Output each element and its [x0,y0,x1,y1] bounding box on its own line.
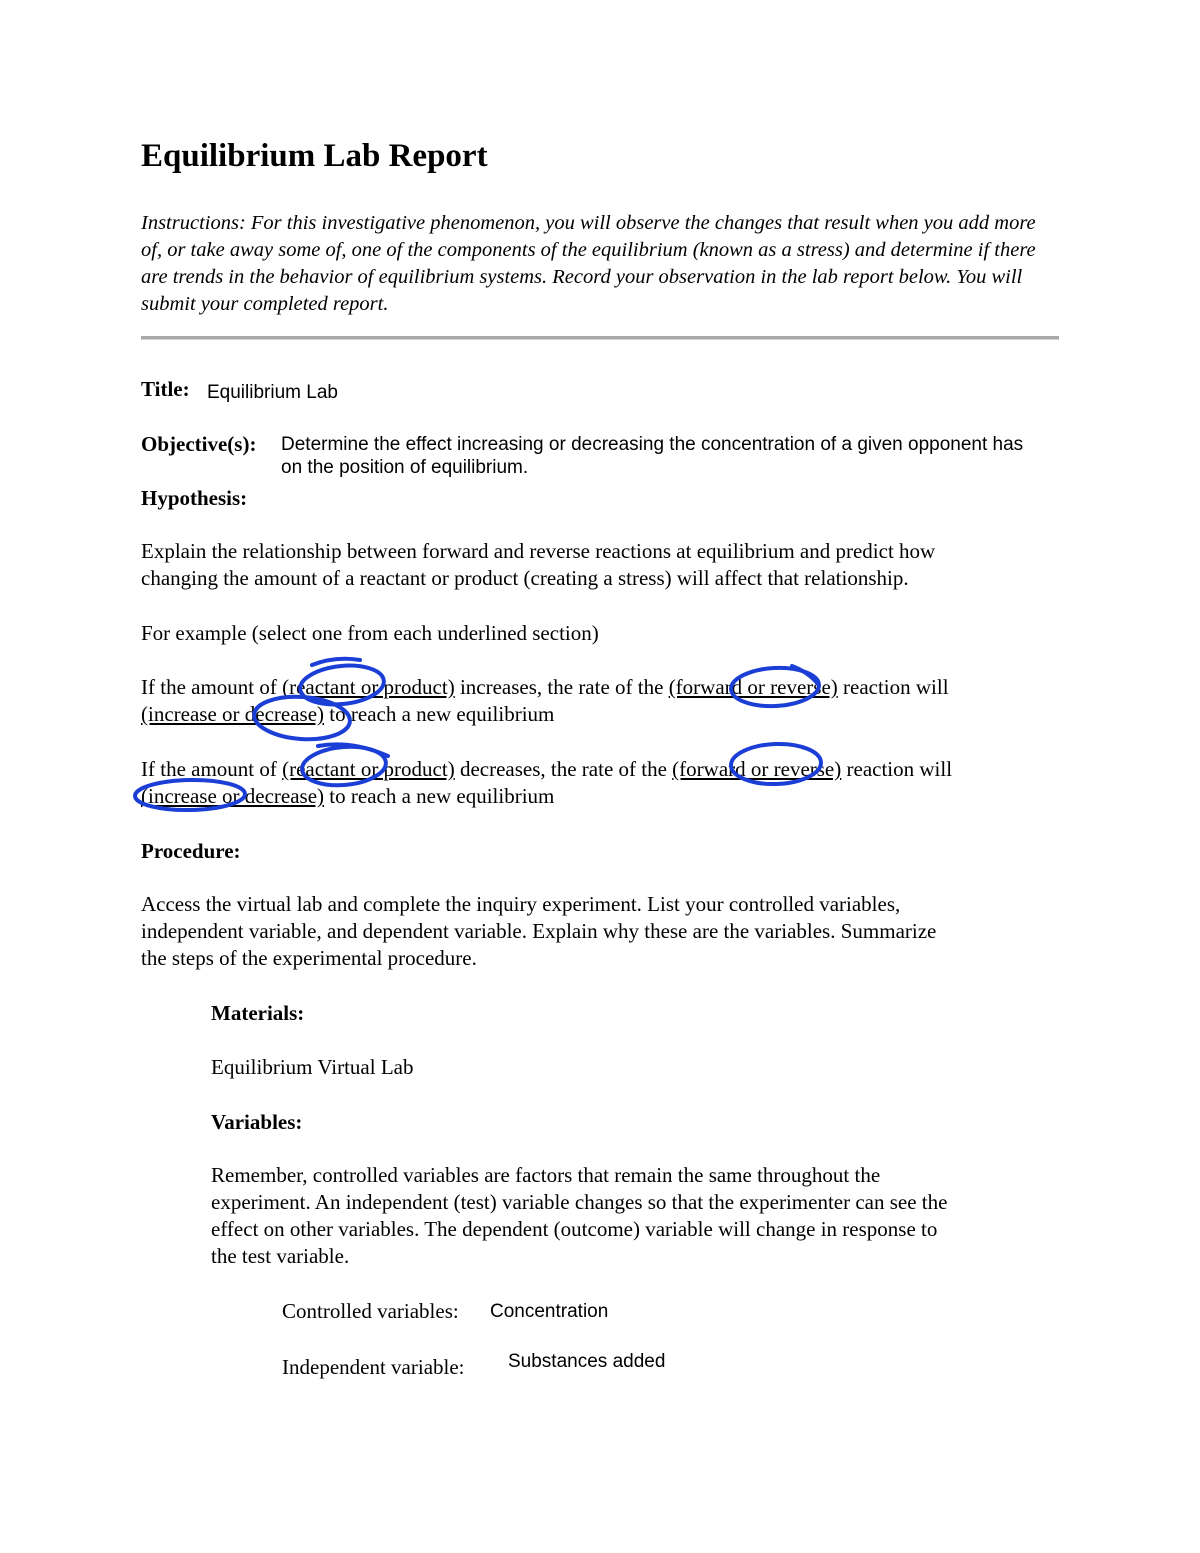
title-value[interactable]: Equilibrium Lab [207,382,338,403]
variables-line-4: the test variable. [211,1244,350,1268]
document-title: Equilibrium Lab Report [141,138,488,174]
s1-choice-forward-reverse: (forward or reverse) [668,675,838,699]
horizontal-divider [141,336,1059,340]
s2-choice-forward-reverse: (forward or reverse) [672,757,842,781]
materials-value[interactable]: Equilibrium Virtual Lab [211,1055,414,1079]
hypothesis-example: For example (select one from each underlined section) [141,621,599,645]
s2-text-a: If the amount of [141,757,283,781]
procedure-line-1: Access the virtual lab and complete the inquiry experiment. List your controlled variables, [141,892,901,916]
hypothesis-sentence-1-line-2 [141,701,554,728]
hypothesis-sentence-2-line-1 [141,756,952,783]
variables-line-2: experiment. An independent (test) variable changes so that the experimenter can see the [211,1190,948,1214]
hypothesis-para-line-1: Explain the relationship between forward and reverse reactions at equilibrium and predict how [141,539,936,563]
variables-heading: Variables: [211,1110,303,1134]
controlled-variables-value[interactable]: Concentration [490,1301,609,1322]
controlled-variables-label: Controlled variables: [282,1299,459,1323]
procedure-heading: Procedure: [141,839,241,863]
s1-choice-reactant-product: (reactant or product) [282,675,455,699]
s1-text-a: If the amount of [141,675,283,699]
hypothesis-para-line-2: changing the amount of a reactant or product (creating a stress) will affect that relationship. [141,566,909,590]
s2-text-c: reaction will [841,757,953,781]
objective-label: Objective(s): [141,432,257,456]
hypothesis-sentence-1-line-1 [141,674,949,701]
procedure-line-2: independent variable, and dependent variable. Explain why these are the variables. Summarize [141,919,937,943]
procedure-line-3: the steps of the experimental procedure. [141,946,477,970]
independent-variable-label: Independent variable: [282,1355,465,1379]
objective-line-1[interactable]: Determine the effect increasing or decreasing the concentration of a given opponent has [281,434,1024,455]
objective-line-2[interactable]: on the position of equilibrium. [281,457,529,478]
s1-text-d: to reach a new equilibrium [324,702,555,726]
ink-tail-reactant-2 [318,744,388,756]
s2-text-d: to reach a new equilibrium [324,784,555,808]
hypothesis-sentence-2-line-2 [141,783,554,810]
ink-tail-reactant-1 [312,659,360,665]
s1-text-c: reaction will [837,675,949,699]
variables-line-3: effect on other variables. The dependent (outcome) variable will change in response to [211,1217,938,1241]
s2-choice-reactant-product: (reactant or product) [282,757,455,781]
variables-line-1: Remember, controlled variables are factors that remain the same throughout the [211,1163,881,1187]
s2-text-b: decreases, the rate of the [454,757,673,781]
title-label: Title: [141,377,190,401]
s2-choice-increase-decrease: (increase or decrease) [141,784,325,808]
materials-heading: Materials: [211,1001,305,1025]
s1-text-b: increases, the rate of the [454,675,669,699]
independent-variable-value[interactable]: Substances added [508,1351,666,1372]
instructions-text: Instructions: For this investigative phenomenon, you will observe the changes that result when you add more of, or take away some of, one of the components of the equilibrium (known as a stress) and determine if there are trends in the behavior of equilibrium systems. Record your observation in the lab report below. You will submit your completed report. [141,212,1036,315]
s1-choice-increase-decrease: (increase or decrease) [141,702,325,726]
hypothesis-heading: Hypothesis: [141,486,248,510]
